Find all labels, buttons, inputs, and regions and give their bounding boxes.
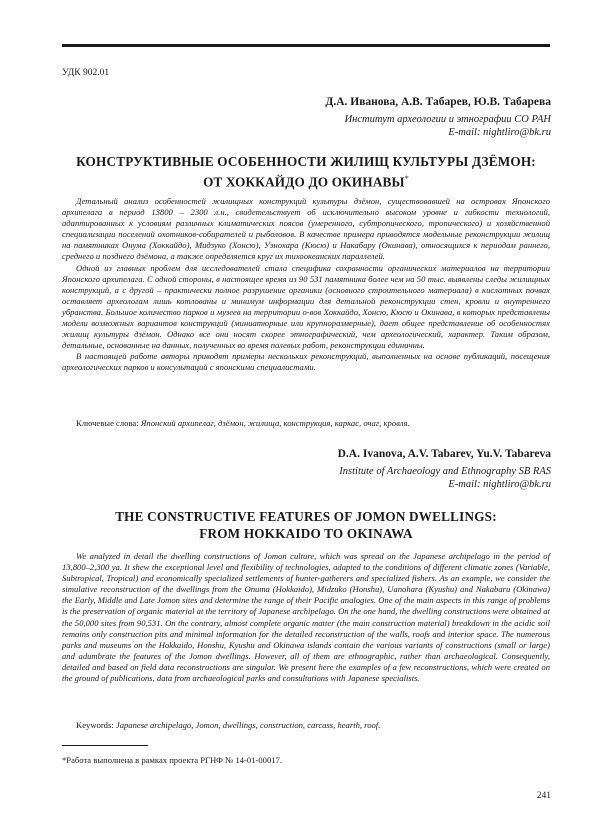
footnote-rule bbox=[62, 745, 148, 746]
en-title-line1: THE CONSTRUCTIVE FEATURES OF JOMON DWELLINGS: bbox=[115, 509, 497, 524]
ru-authors: Д.А. Иванова, А.В. Табарев, Ю.В. Табарева bbox=[325, 96, 551, 108]
en-title-line2: FROM HOKKAIDO TO OKINAWA bbox=[199, 526, 413, 541]
footnote: *Работа выполнена в рамках проекта РГНФ № 14-01-00017. bbox=[62, 755, 282, 765]
en-institute: Institute of Archaeology and Ethnography SB RAS bbox=[339, 466, 551, 477]
en-title bbox=[62, 508, 550, 542]
en-abstract bbox=[62, 551, 550, 684]
page-number: 241 bbox=[536, 791, 551, 801]
ru-keywords bbox=[76, 418, 550, 429]
ru-title-line2: ОТ ХОККАЙДО ДО ОКИНАВЫ bbox=[203, 174, 405, 190]
ru-abstract bbox=[62, 196, 550, 374]
en-authors: D.A. Ivanova, A.V. Tabarev, Yu.V. Tabareva bbox=[337, 448, 551, 460]
top-rule bbox=[62, 44, 550, 47]
ru-abstract-paragraph-3: В настоящей работе авторы приводят примеры нескольких реконструкций, выполненных на основе публикаций, посещения археологических парков и консультаций с японскими специалистами. bbox=[62, 351, 550, 373]
ru-title bbox=[62, 153, 550, 190]
ru-keywords-value: Японский архипелаг, дзёмон, жилища, конструкция, каркас, очаг, кровля. bbox=[140, 418, 410, 428]
en-keywords-value: Japanese archipelago, Jomon, dwellings, construction, carcass, hearth, roof. bbox=[115, 720, 381, 730]
ru-email: E-mail: nightliro@bk.ru bbox=[448, 127, 551, 138]
en-keywords-label: Keywords: bbox=[76, 720, 116, 730]
ru-abstract-paragraph-2: Одной из главных проблем для исследователей стала специфика сохранности органических материалов на территории Японского архипелага. С одной стороны, в настоящее время из 90 531 памятника более чем на 50 тыс. выявлены следы жилищных конструкций, а с другой – практически полное разрушение органики (основного строительного материала) в кислотных почвах оставляет археологам лишь котлованы и минимум информации для детальной реконструкции стен, кровли и внутреннего убранства. Большое количество парков и музеев на территории о-вов Хоккайдо, Хонсю, Кюсю и Окинава, в которых представлены модели возможных вариантов конструкций (миниатюрные или крупноразмерные), дает общее представление об особенностях жилищ культуры дзёмон. Однако все они носят скорее этнографический, чем археологический, характер. Таким образом, детальные, основанные на данных, полученных во время полевых работ, реконструкции единичны. bbox=[62, 262, 550, 351]
ru-institute: Институт археологии и этнографии СО РАН bbox=[344, 114, 551, 125]
en-abstract-paragraph-1: We analyzed in detail the dwelling constructions of Jomon culture, which was spread on the Japanese archipelago in the period of 13,800–2,300 ya. It shew the exceptional level and flexibility of technologies, adapted to the conditions of different climatic zones (Variable, Subtropical, Tropical) and economically specialized settlements of hunter-gatherers and specialized fishers. As an example, we consider the simulative reconstruction of the dwellings from the Onuma (Hokkaido), Midzuko (Honshu), Uanohara (Kyushu) and Nakabaru (Okinawa) the Early, Middle and Late Jomon sites and determine the range of their Pacific analogies. One of the main aspects in this range of problems is the preservation of organic material at the territory of Japanese archipelago. On the one hand, the dwelling constructions were obtained at the 50,000 sites from 90,531. On the contrary, almost complete organic matter (the main construction material) breakdown in the acidic soil remains only construction pits and minimal information for the detailed reconstruction of the walls, roofs and interior space. The numerous parks and museums on the Hokkaido, Honshu, Kyushu and Okinawa islands contain the various variants of constructions (small or large) and adumbrate the features of the Jomon dwellings. However, all of them are ethnographic, rather than archaeological. Consequently, detailed and based on field data reconstructions are singular. We present here the examples of a few reconstructions, which were created on the ground of publications, data from archaeological parks and consultations with Japanese specialists. bbox=[62, 551, 550, 684]
udk-code: УДК 902.01 bbox=[62, 68, 110, 78]
ru-title-line1: КОНСТРУКТИВНЫЕ ОСОБЕННОСТИ ЖИЛИЩ КУЛЬТУРЫ ДЗЁМОН: bbox=[76, 154, 536, 169]
footnote-marker: * bbox=[404, 174, 409, 183]
en-email: E-mail: nightliro@bk.ru bbox=[448, 479, 551, 490]
ru-abstract-paragraph-1: Детальный анализ особенностей жилищных конструкций культуры дзёмон, существовавшей на островах Японского архипелага в период 13800 – 2300 л.н., свидетельствует об исключительно высоком уровне и гибкости технологий, адаптированных к условиям различных климатических поясов (умеренного, субтропического, тропического) и хозяйственной специализации поселений охотников-собирателей и рыболовов. В качестве примера приводятся модельные реконструкции жилищ на памятниках Онума (Хоккайдо), Мидзуко (Хонсю), Уэнохара (Кюсю) и Накабару (Окинава), относящихся к периодам раннего, среднего и позднего дзёмона, а также определяется круг их тихоокеанских параллелей. bbox=[62, 196, 550, 262]
en-keywords bbox=[76, 720, 550, 731]
ru-keywords-label: Ключевые слова: bbox=[76, 418, 141, 428]
